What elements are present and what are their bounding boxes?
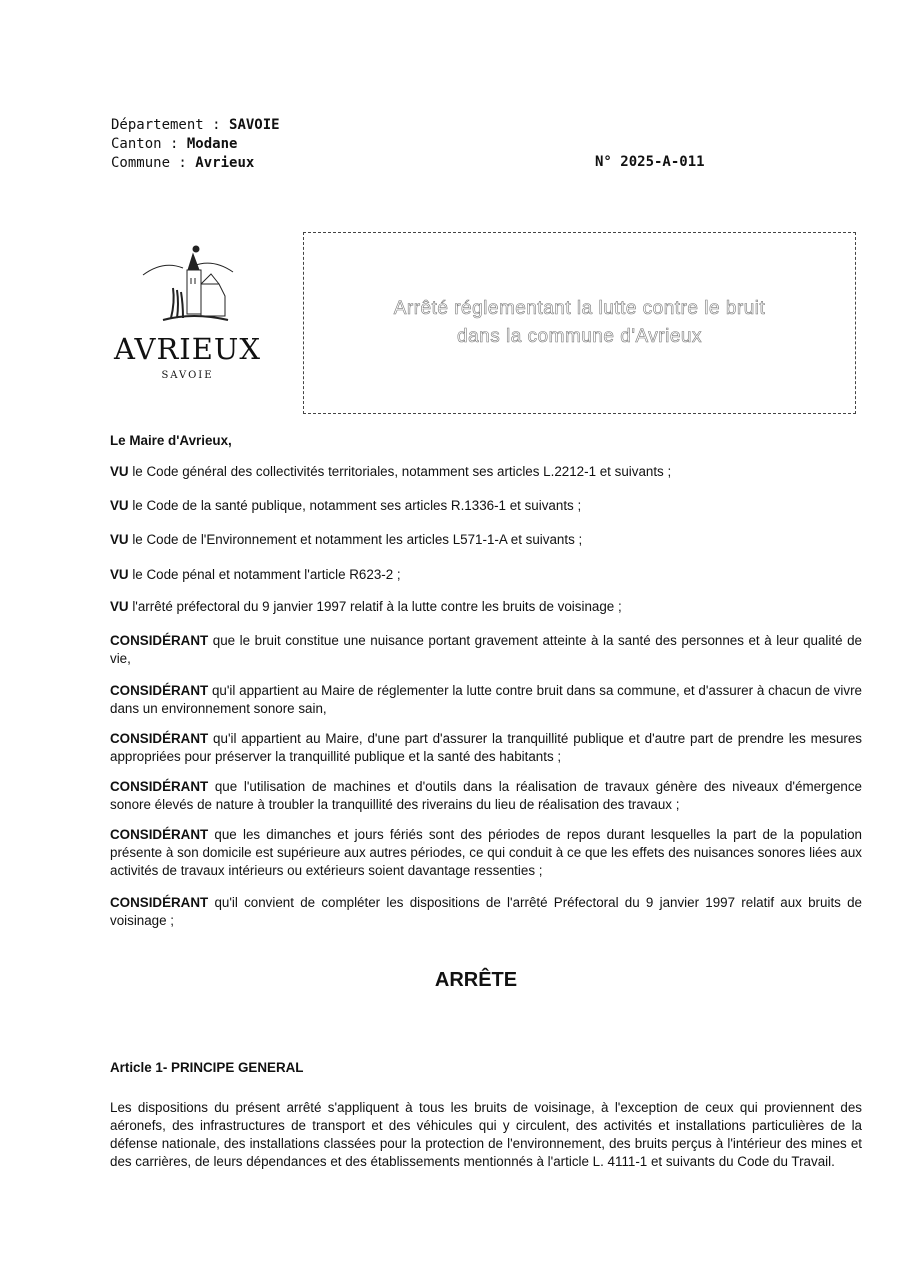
visa-1: VU le Code général des collectivités territoriales, notamment ses articles L.2212-1 et suivants ; (110, 464, 672, 479)
visa-3: VU le Code de l'Environnement et notamment les articles L571-1-A et suivants ; (110, 532, 583, 547)
canton-line: Canton : Modane (111, 136, 238, 152)
arrete-heading: ARRÊTE (434, 969, 518, 991)
article-1-text: Les dispositions du présent arrêté s'appliquent à tous les bruits de voisinage, à l'exception de ceux qui proviennent des aéronefs, des infrastructures de transport et des véhicules qui y circulent, des activités et installations particulières de la défense nationale, des installations classées pour la protection de l'environnement, des bruits perçus à l'intérieur des mines et des carrières, de leurs dépendances et des établissements mentionnés à l'article L. 4111-1 et suivants du Code du Travail. (110, 1100, 862, 1169)
departement-line: Département : SAVOIE (111, 117, 280, 133)
arrete-title-box (303, 232, 856, 414)
church-illustration-icon (133, 240, 243, 330)
considerant-3: CONSIDÉRANT qu'il appartient au Maire, d'une part d'assurer la tranquillité publique et d'autre part de prendre les mesures appropriées pour préserver la tranquillité publique et la santé des habitants ; (110, 731, 862, 764)
arrete-number: N° 2025-A-011 (595, 154, 705, 170)
commune-line: Commune : Avrieux (111, 155, 255, 171)
logo-subtitle: SAVOIE (161, 370, 214, 381)
considerant-4: CONSIDÉRANT que l'utilisation de machines et d'outils dans la réalisation de travaux génère des niveaux d'émergence sonore élevés de nature à troubler la tranquillité des riverains du lieu de réalisation des travaux ; (110, 779, 862, 812)
considerant-2: CONSIDÉRANT qu'il appartient au Maire de réglementer la lutte contre bruit dans sa commune, et d'assurer à chacun de vivre dans un environnement sonore sain, (110, 683, 862, 716)
commune-logo (105, 240, 270, 395)
article-1-title: Article 1- PRINCIPE GENERAL (110, 1060, 304, 1075)
administrative-header (111, 116, 280, 173)
considerant-1: CONSIDÉRANT que le bruit constitue une nuisance portant gravement atteinte à la santé des personnes et à leur qualité de vie, (110, 633, 862, 666)
visa-4: VU le Code pénal et notamment l'article R623-2 ; (110, 567, 401, 582)
visa-2: VU le Code de la santé publique, notamment ses articles R.1336-1 et suivants ; (110, 498, 582, 513)
arrete-title-line-1: Arrêté réglementant la lutte contre le bruit (393, 298, 766, 319)
visa-5: VU l'arrêté préfectoral du 9 janvier 1997 relatif à la lutte contre les bruits de voisinage ; (110, 599, 622, 614)
considerant-6: CONSIDÉRANT qu'il convient de compléter les dispositions de l'arrêté Préfectoral du 9 janvier 1997 relatif aux bruits de voisinage ; (110, 895, 862, 928)
arrete-title-line-2: dans la commune d'Avrieux (457, 326, 702, 347)
logo-wordmark: AVRIEUX (114, 332, 261, 366)
maire-line: Le Maire d'Avrieux, (110, 433, 232, 448)
considerant-5: CONSIDÉRANT que les dimanches et jours fériés sont des périodes de repos durant lesquelles la part de la population présente à son domicile est supérieure aux autres périodes, ce qui conduit à ce que les effets des nuisances sonores liées aux activités de travaux intérieurs ou extérieurs soient davantage ressenties ; (110, 827, 862, 878)
